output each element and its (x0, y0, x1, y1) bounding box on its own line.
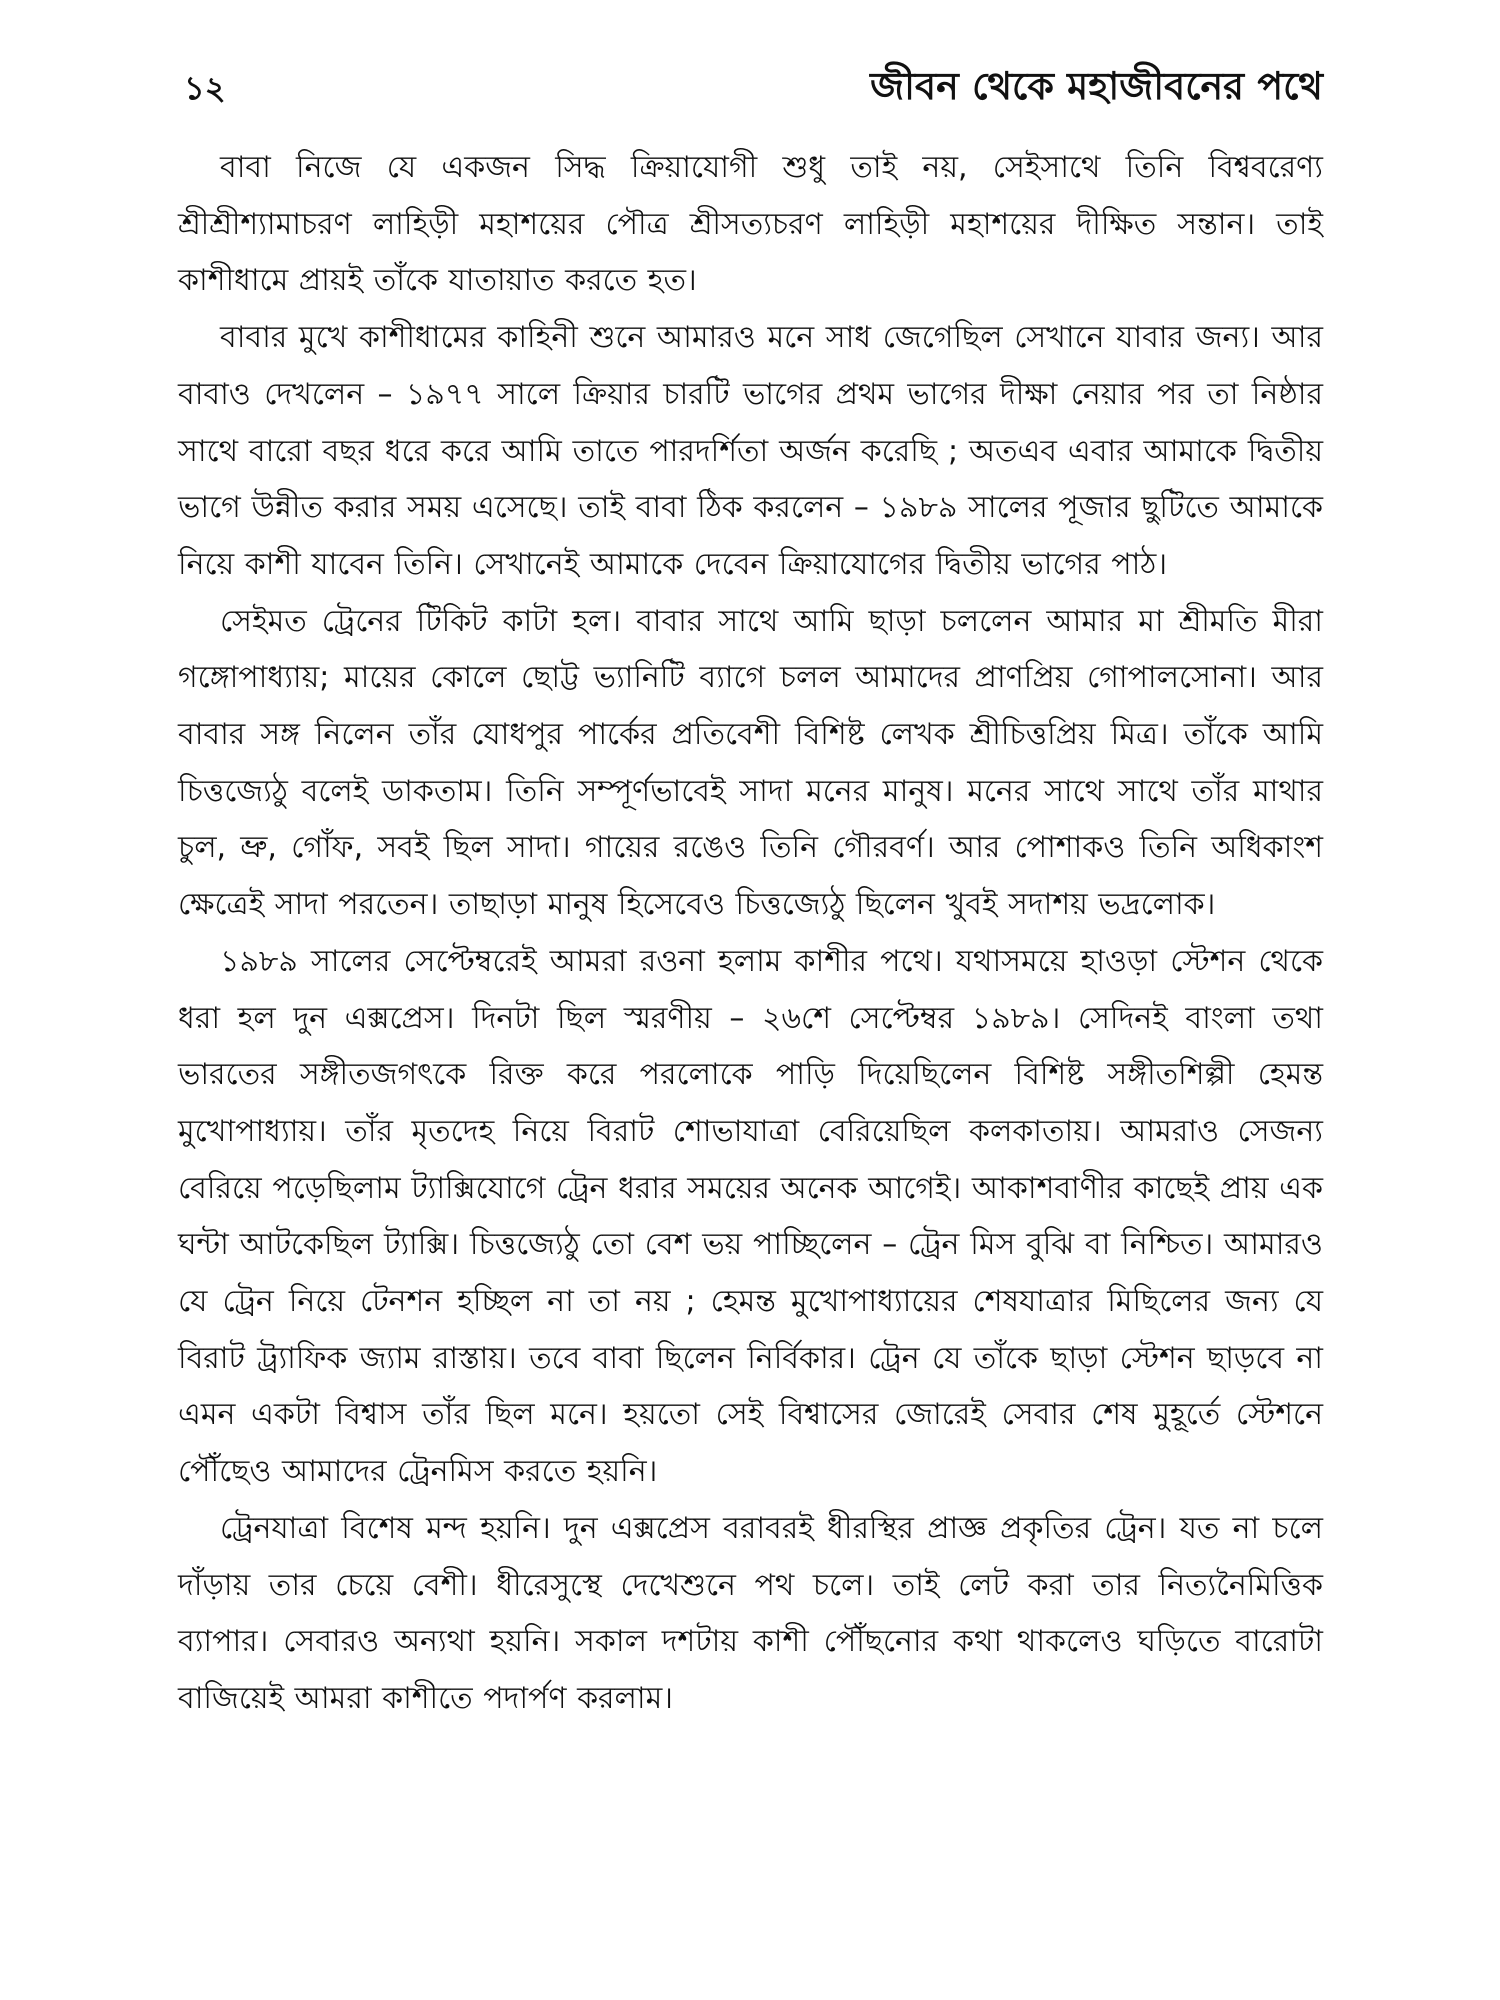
body-text (178, 140, 1323, 1728)
paragraph: বাবা নিজে যে একজন সিদ্ধ ক্রিয়াযোগী শুধু তাই নয়, সেইসাথে তিনি বিশ্ববরেণ্য শ্রীশ্রীশ্যামাচরণ লাহিড়ী মহাশয়ের পৌত্র শ্রীসত্যচরণ লাহিড়ী মহাশয়ের দীক্ষিত সন্তান। তাই কাশীধামে প্রায়ই তাঁকে যাতায়াত করতে হত। (178, 150, 1323, 299)
paragraph: ট্রেনযাত্রা বিশেষ মন্দ হয়নি। দুন এক্সপ্রেস বরাবরই ধীরস্থির প্রাজ্ঞ প্রকৃতির ট্রেন। যত না চলে দাঁড়ায় তার চেয়ে বেশী। ধীরেসুস্থে দেখেশুনে পথ চলে। তাই লেট করা তার নিত্যনৈমিত্তিক ব্যাপার। সেবারও অন্যথা হয়নি। সকাল দশটায় কাশী পৌঁছনোর কথা থাকলেও ঘড়িতে বারোটা বাজিয়েই আমরা কাশীতে পদার্পণ করলাম। (178, 1510, 1323, 1716)
paragraph: বাবার মুখে কাশীধামের কাহিনী শুনে আমারও মনে সাধ জেগেছিল সেখানে যাবার জন্য। আর বাবাও দেখলেন – ১৯৭৭ সালে ক্রিয়ার চারটি ভাগের প্রথম ভাগের দীক্ষা নেয়ার পর তা নিষ্ঠার সাথে বারো বছর ধরে করে আমি তাতে পারদর্শিতা অর্জন করেছি ; অতএব এবার আমাকে দ্বিতীয় ভাগে উন্নীত করার সময় এসেছে। তাই বাবা ঠিক করলেন – ১৯৮৯ সালের পূজার ছুটিতে আমাকে নিয়ে কাশী যাবেন তিনি। সেখানেই আমাকে দেবেন ক্রিয়াযোগের দ্বিতীয় ভাগের পাঠ। (178, 320, 1323, 582)
paragraph: ১৯৮৯ সালের সেপ্টেম্বরেই আমরা রওনা হলাম কাশীর পথে। যথাসময়ে হাওড়া স্টেশন থেকে ধরা হল দুন এক্সপ্রেস। দিনটা ছিল স্মরণীয় – ২৬শে সেপ্টেম্বর ১৯৮৯। সেদিনই বাংলা তথা ভারতের সঙ্গীতজগৎকে রিক্ত করে পরলোকে পাড়ি দিয়েছিলেন বিশিষ্ট সঙ্গীতশিল্পী হেমন্ত মুখোপাধ্যায়। তাঁর মৃতদেহ নিয়ে বিরাট শোভাযাত্রা বেরিয়েছিল কলকাতায়। আমরাও সেজন্য বেরিয়ে পড়েছিলাম ট্যাক্সিযোগে ট্রেন ধরার সময়ের অনেক আগেই। আকাশবাণীর কাছেই প্রায় এক ঘন্টা আটকেছিল ট্যাক্সি। চিত্তজ্যেঠু তো বেশ ভয় পাচ্ছিলেন – ট্রেন মিস বুঝি বা নিশ্চিত। আমারও যে ট্রেন নিয়ে টেনশন হচ্ছিল না তা নয় ; হেমন্ত মুখোপাধ্যায়ের শেষযাত্রার মিছিলের জন্য যে বিরাট ট্র্যাফিক জ্যাম রাস্তায়। তবে বাবা ছিলেন নির্বিকার। ট্রেন যে তাঁকে ছাড়া স্টেশন ছাড়বে না এমন একটা বিশ্বাস তাঁর ছিল মনে। হয়তো সেই বিশ্বাসের জোরেই সেবার শেষ মুহূর্তে স্টেশনে পৌঁছেও আমাদের ট্রেনমিস করতে হয়নি। (178, 943, 1323, 1490)
paragraph: সেইমত ট্রেনের টিকিট কাটা হল। বাবার সাথে আমি ছাড়া চললেন আমার মা শ্রীমতি মীরা গঙ্গোপাধ্যায়; মায়ের কোলে ছোট্ট ভ্যানিটি ব্যাগে চলল আমাদের প্রাণপ্রিয় গোপালসোনা। আর বাবার সঙ্গ নিলেন তাঁর যোধপুর পার্কের প্রতিবেশী বিশিষ্ট লেখক শ্রীচিত্তপ্রিয় মিত্র। তাঁকে আমি চিত্তজ্যেঠু বলেই ডাকতাম। তিনি সম্পূর্ণভাবেই সাদা মনের মানুষ। মনের সাথে সাথে তাঁর মাথার চুল, ভ্রু, গোঁফ, সবই ছিল সাদা। গায়ের রঙেও তিনি গৌরবর্ণ। আর পোশাকও তিনি অধিকাংশ ক্ষেত্রেই সাদা পরতেন। তাছাড়া মানুষ হিসেবেও চিত্তজ্যেঠু ছিলেন খুবই সদাশয় ভদ্রলোক। (178, 603, 1323, 923)
book-title: জীবন থেকে মহাজীবনের পথে (870, 64, 1323, 108)
running-header (178, 58, 1323, 118)
page-number: ১২ (184, 69, 226, 107)
